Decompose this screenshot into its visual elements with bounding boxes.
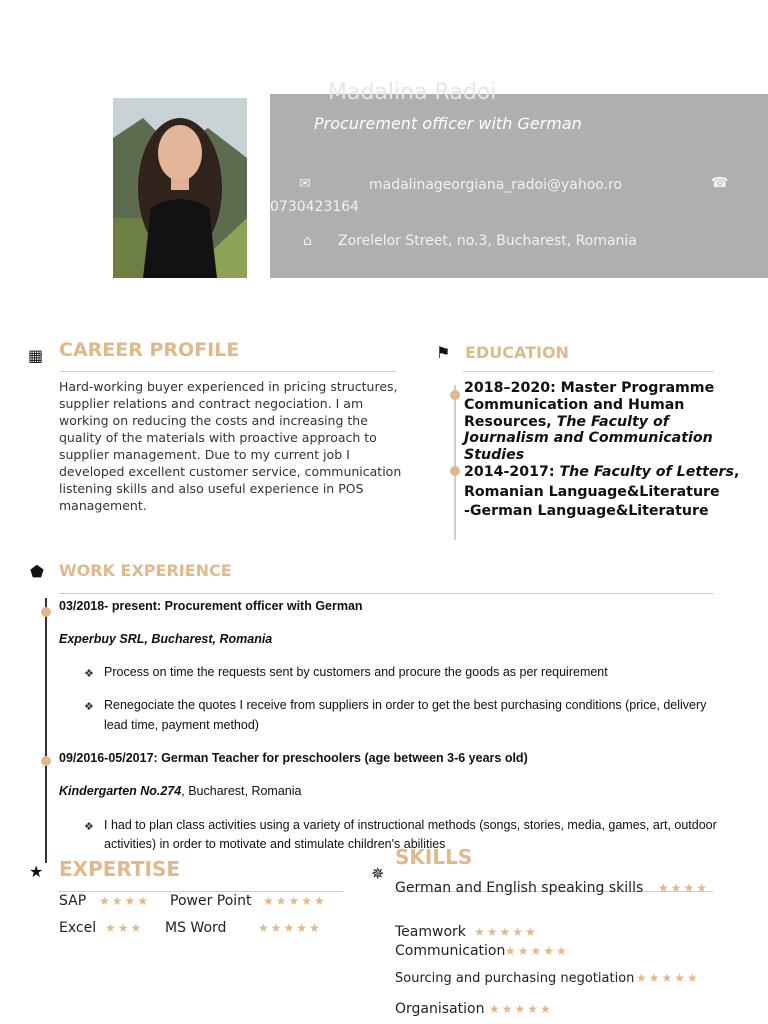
expertise-item-ms-word: MS Word: [165, 920, 227, 936]
job-2-company-a: Kindergarten No.274: [59, 784, 182, 798]
job-1-bullet-2a: Renegociate the quotes I receive from suppliers in order to get the best purchasing conditions (price, delivery: [104, 698, 707, 712]
skill-rating-sourcing: ★★★★★: [636, 971, 700, 985]
education-1-line-2: Communication and Human: [464, 396, 685, 413]
skill-rating-languages: ★★★★: [658, 881, 710, 895]
job-1-title: 03/2018- present: Procurement officer with German: [59, 599, 363, 613]
job-1-company: Experbuy SRL, Bucharest, Romania: [59, 632, 273, 646]
education-2-comma: ,: [733, 464, 740, 480]
skills-title: SKILLS: [395, 845, 473, 869]
education-2-faculty: The Faculty of Letters: [559, 464, 734, 480]
career-profile-title: CAREER PROFILE: [59, 339, 240, 361]
job-2-company-b: , Bucharest, Romania: [181, 784, 302, 798]
education-divider: [463, 371, 714, 372]
skill-item-communication: Communication: [395, 943, 506, 959]
briefcase-icon: ▦: [28, 346, 44, 365]
work-timeline: [45, 598, 47, 863]
education-1-line-4: Journalism and Communication: [464, 430, 713, 447]
expertise-item-power-point: Power Point: [170, 893, 252, 909]
email-link[interactable]: madalinageorgiana_radoi@yahoo.ro: [369, 177, 623, 193]
star-icon: ★: [29, 862, 44, 881]
education-2-line-2: Romanian Language&Literature: [464, 483, 720, 500]
expertise-divider: [59, 891, 343, 892]
expertise-rating-excel: ★★★: [105, 921, 144, 935]
skill-item-teamwork: Teamwork: [395, 924, 466, 940]
work-divider: [59, 593, 714, 594]
job-1-bullet-1: Process on time the requests sent by customers and procure the goods as per requirement: [104, 665, 608, 679]
skill-item-sourcing: Sourcing and purchasing negotiation: [395, 971, 635, 986]
education-1-line-3b: The Faculty of: [556, 413, 669, 430]
graduation-cap-icon: ⚑: [436, 343, 451, 362]
expertise-rating-sap: ★★★★: [99, 894, 151, 908]
skill-item-languages: German and English speaking skills: [395, 880, 644, 896]
job-2-bullet-1b: activities) in order to motivate and stimulate children's abilities: [104, 837, 446, 850]
shield-icon: ⬟: [30, 562, 44, 581]
phone-number: 0730423164: [270, 199, 360, 215]
home-icon: ⌂: [303, 233, 312, 249]
address: Zorelelor Street, no.3, Bucharest, Romania: [338, 233, 637, 249]
gear-icon: ✵: [371, 864, 385, 883]
job-2-title: 09/2016-05/2017: German Teacher for preschoolers (age between 3-6 years old): [59, 751, 528, 765]
work-dot-1: [41, 607, 51, 617]
candidate-name: Madalina Radoi: [328, 80, 497, 105]
education-title: EDUCATION: [465, 343, 569, 362]
education-1-line-5: Studies: [464, 447, 525, 464]
education-1-line-3: [464, 414, 764, 431]
work-experience-title: WORK EXPERIENCE: [59, 561, 232, 580]
education-1-line-3a: Resources,: [464, 413, 557, 430]
bullet-icon: ❖: [84, 667, 94, 680]
skill-rating-teamwork: ★★★★★: [474, 925, 538, 939]
skill-rating-communication: ★★★★★: [505, 944, 569, 958]
job-2-company: [59, 784, 301, 798]
work-dot-2: [41, 756, 51, 766]
bullet-icon: ❖: [84, 700, 94, 713]
profile-photo: [113, 98, 247, 278]
education-2-years: 2014-2017:: [464, 464, 560, 480]
job-1-bullet-2b: lead time, payment method): [104, 718, 259, 732]
bullet-icon: ❖: [84, 820, 94, 833]
education-dot-2: [450, 466, 460, 476]
career-divider: [59, 371, 396, 372]
education-entry-2: [464, 463, 764, 522]
education-timeline: [454, 385, 456, 540]
job-2-bullet-1a: I had to plan class activities using a variety of instructional methods (songs, stories, media, games, art, outdoor: [104, 818, 717, 832]
expertise-rating-power-point: ★★★★★: [263, 894, 327, 908]
expertise-title: EXPERTISE: [59, 857, 181, 881]
email-icon: ✉: [299, 176, 311, 192]
education-entry-1: [464, 380, 764, 464]
education-2-line-1: [464, 463, 764, 483]
skill-rating-organisation: ★★★★★: [489, 1002, 553, 1016]
career-profile-text: Hard-working buyer experienced in pricing structures, supplier relations and contract negociation. I am working on reducing the costs and increasing the quality of the materials with proactive approach to supplier management. Due to my current job I developed excellent customer service, communication listening skills and also useful experience in POS management.: [59, 379, 402, 513]
skill-item-organisation: Organisation: [395, 1001, 485, 1017]
phone-icon: ☎: [711, 175, 729, 191]
education-2-line-3: -German Language&Literature: [464, 503, 709, 519]
expertise-item-excel: Excel: [59, 920, 97, 936]
education-1-line-1: 2018–2020: Master Programme: [464, 380, 715, 396]
expertise-item-sap: SAP: [59, 893, 87, 909]
expertise-rating-ms-word: ★★★★★: [258, 921, 322, 935]
education-dot-1: [450, 390, 460, 400]
job-subtitle: Procurement officer with German: [314, 114, 582, 133]
